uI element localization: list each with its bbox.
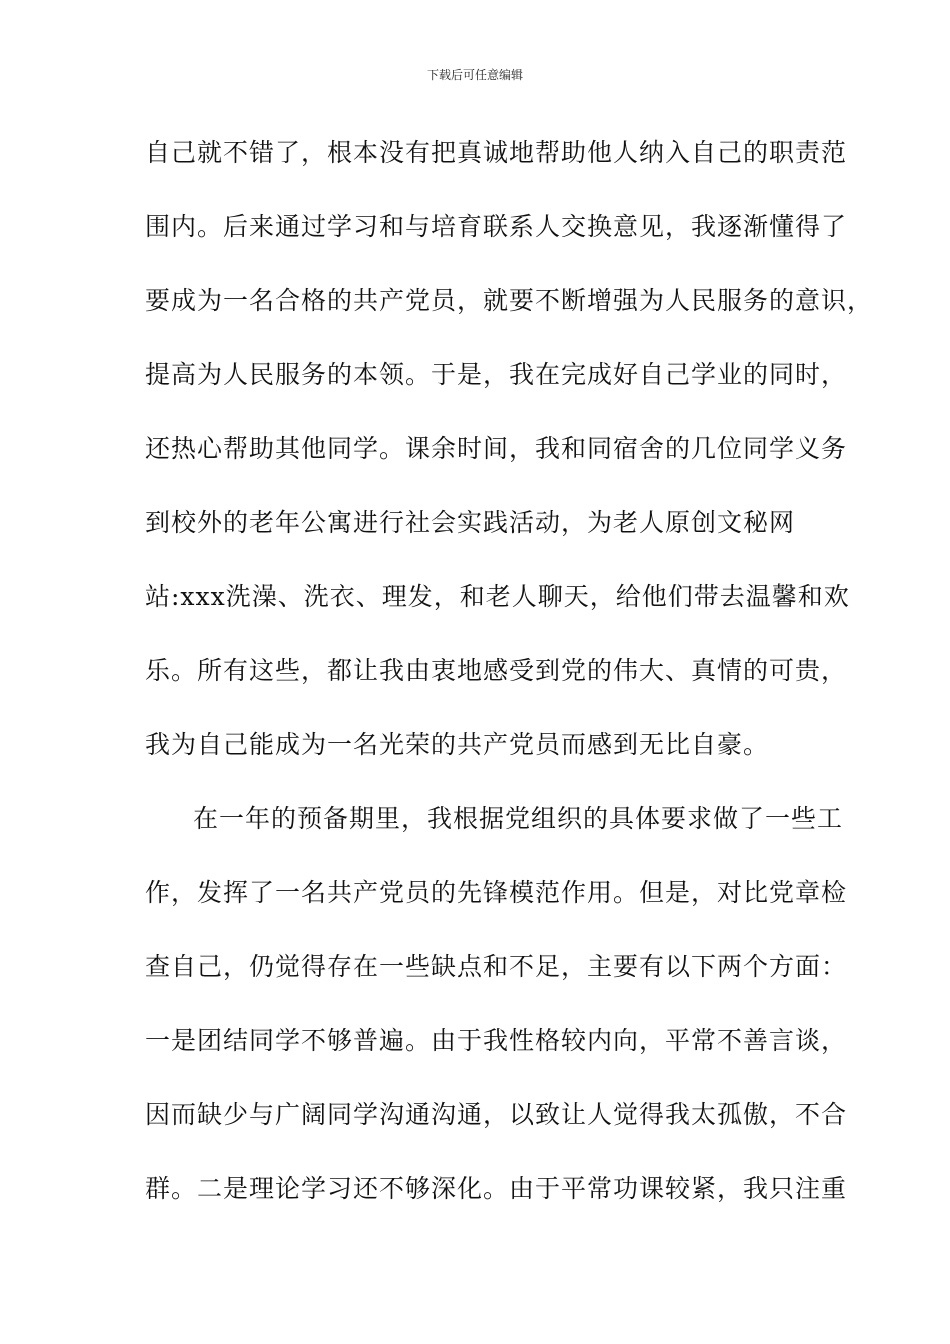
text-line: 一是团结同学不够普遍。由于我性格较内向，平常不善言谈， xyxy=(145,1026,848,1055)
text-line: 我为自己能成为一名光荣的共产党员而感到无比自豪。 xyxy=(145,730,770,759)
paragraph-start-line: 在一年的预备期里，我根据党组织的具体要求做了一些工 xyxy=(193,804,844,833)
text-line: 群。二是理论学习还不够深化。由于平常功课较紧，我只注重 xyxy=(145,1174,848,1203)
text-line: 乐。所有这些，都让我由衷地感受到党的伟大、真情的可贵， xyxy=(145,656,848,685)
text-line: 要成为一名合格的共产党员，就要不断增强为人民服务的意识， xyxy=(145,286,874,315)
text-line: 自己就不错了，根本没有把真诚地帮助他人纳入自己的职责范 xyxy=(145,138,848,167)
header-note: 下载后可任意编辑 xyxy=(426,68,523,82)
text-line: 作，发挥了一名共产党员的先锋模范作用。但是，对比党章检 xyxy=(145,878,848,907)
text-line: 提高为人民服务的本领。于是，我在完成好自己学业的同时， xyxy=(145,360,848,389)
text-line: 因而缺少与广阔同学沟通沟通，以致让人觉得我太孤傲，不合 xyxy=(145,1100,848,1129)
text-line: 还热心帮助其他同学。课余时间，我和同宿舍的几位同学义务 xyxy=(145,434,848,463)
body-text xyxy=(145,128,874,1238)
text-line: 围内。后来通过学习和与培育联系人交换意见，我逐渐懂得了 xyxy=(145,212,848,241)
text-line: 站:xxx洗澡、洗衣、理发，和老人聊天，给他们带去温馨和欢 xyxy=(145,582,850,611)
text-line: 查自己，仍觉得存在一些缺点和不足，主要有以下两个方面： xyxy=(145,952,848,981)
text-line: 到校外的老年公寓进行社会实践活动，为老人原创文秘网 xyxy=(145,508,796,537)
